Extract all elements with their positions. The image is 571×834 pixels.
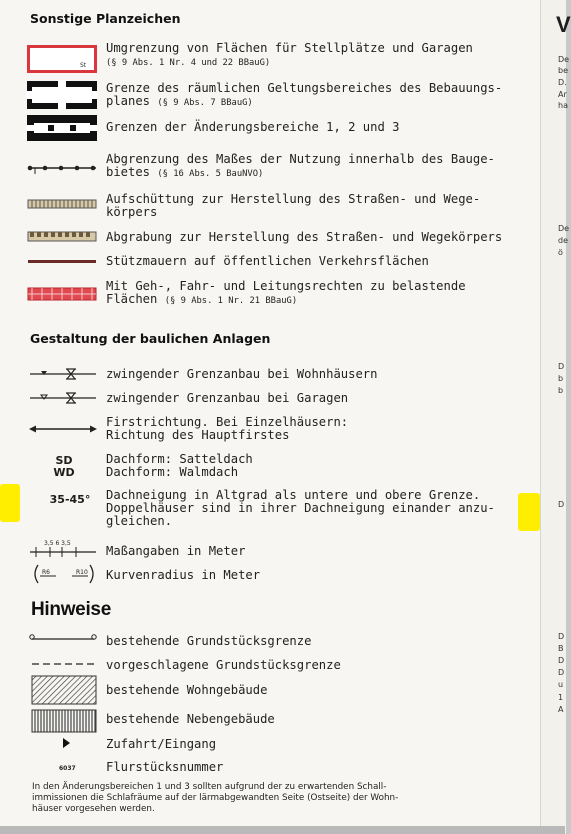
legend-item-label: Flurstücksnummer bbox=[106, 760, 224, 774]
legend-item-label: Mit Geh-, Fahr- und Leitungsrechten zu belastende Flächen bbox=[106, 279, 466, 306]
legend-item-label: Aufschüttung zur Herstellung des Straßen- und Wege- körpers bbox=[106, 192, 481, 219]
legend-item-abgrabung bbox=[106, 231, 502, 244]
adjacent-text-fragment: D bbox=[558, 656, 565, 665]
adjacent-text-fragment: 1 bbox=[558, 693, 564, 702]
legend-item-aenderungsbereiche bbox=[106, 121, 400, 134]
mandatory-boundary-building-garage-symbol bbox=[28, 391, 98, 405]
legend-item-nutzungsgrenze bbox=[106, 153, 495, 181]
legend-item-label: Zufahrt/Eingang bbox=[106, 737, 217, 751]
svg-text:R6: R6 bbox=[42, 569, 50, 576]
adjacent-text-fragment: b bbox=[558, 386, 564, 395]
existing-parcel-boundary-symbol bbox=[28, 632, 98, 644]
highlighter-mark-right bbox=[518, 493, 540, 531]
legend-item-label: Firstrichtung. Bei Einzelhäusern: Richtung des Hauptfirstes bbox=[106, 415, 349, 442]
legend-item-stuetzmauern bbox=[106, 255, 429, 268]
legend-item-label: zwingender Grenzanbau bei Wohnhäusern bbox=[106, 367, 378, 381]
section-heading-hinweise: Hinweise bbox=[31, 599, 111, 620]
legend-item-massangaben bbox=[106, 545, 245, 558]
legend-item-label: Grenze des räumlichen Geltungsbereiches des Bebauungs- planes bbox=[106, 81, 503, 108]
legend-item-reference: (§ 16 Abs. 5 BauNVO) bbox=[157, 169, 264, 179]
legend-item-grenzanbau-garagen bbox=[106, 392, 348, 405]
legend-item-stellplaetze bbox=[106, 42, 473, 70]
legend-item-dachform bbox=[106, 453, 253, 479]
adjacent-text-fragment: D bbox=[558, 500, 565, 509]
adjacent-text-fragment: de bbox=[558, 236, 568, 245]
adjacent-text-fragment: u bbox=[558, 680, 564, 689]
ridge-direction-arrow-icon bbox=[28, 423, 98, 435]
legend-item-label: Stützmauern auf öffentlichen Verkehrsflächen bbox=[106, 254, 429, 268]
retaining-wall-symbol bbox=[27, 258, 97, 266]
adjacent-text-fragment: De bbox=[558, 224, 570, 233]
scan-bottom-edge bbox=[0, 826, 565, 834]
legend-item-label: Maßangaben in Meter bbox=[106, 544, 246, 558]
legend-item-label: bestehende Wohngebäude bbox=[106, 683, 268, 697]
adjacent-text-fragment: Ar bbox=[558, 90, 567, 99]
legend-item-nebengebaeude bbox=[106, 713, 275, 726]
mandatory-boundary-building-house-symbol bbox=[28, 367, 98, 381]
legend-item-label: Dachform: Satteldach Dachform: Walmdach bbox=[106, 452, 253, 479]
adjacent-text-fragment: ö bbox=[558, 248, 563, 257]
proposed-parcel-boundary-symbol bbox=[30, 660, 100, 668]
parking-area-boundary-symbol bbox=[27, 45, 97, 73]
existing-outbuilding-symbol bbox=[31, 709, 97, 733]
legend-item-flurstuecksnummer bbox=[106, 761, 223, 774]
adjacent-text-fragment: D bbox=[558, 668, 565, 677]
highlighter-mark-left bbox=[0, 484, 20, 522]
parcel-number-symbol bbox=[58, 762, 80, 772]
roof-pitch-abbreviation: 35-45° bbox=[49, 493, 91, 506]
legend-item-firstrichtung bbox=[106, 416, 348, 442]
usage-boundary-symbol bbox=[28, 160, 98, 176]
change-area-boundary-symbol bbox=[26, 114, 98, 142]
legend-item-bestehende-grenze bbox=[106, 635, 311, 648]
legend-item-label: Dachneigung in Altgrad als untere und obere Grenze. Doppelhäuser sind in ihrer Dachneigung einander anzu- gleichen. bbox=[106, 488, 495, 528]
legend-item-grenzanbau-wohnhaeuser bbox=[106, 368, 378, 381]
adjacent-text-fragment: B bbox=[558, 644, 564, 653]
adjacent-text-fragment: be bbox=[558, 66, 568, 75]
legend-item-wohngebaeude bbox=[106, 684, 267, 697]
easement-area-symbol bbox=[27, 286, 97, 302]
excavation-symbol bbox=[27, 230, 97, 243]
adjacent-text-fragment: De bbox=[558, 55, 570, 64]
svg-text:6037: 6037 bbox=[59, 765, 76, 772]
legend-item-vorgeschlagene-grenze bbox=[106, 659, 341, 672]
legend-item-kurvenradius bbox=[106, 569, 260, 582]
svg-text:3,5 6 3,5: 3,5 6 3,5 bbox=[44, 540, 71, 547]
adjacent-text-fragment: b bbox=[558, 374, 564, 383]
adjacent-text-fragment: D bbox=[558, 632, 565, 641]
adjacent-page-heading-fragment: V bbox=[556, 12, 571, 37]
legend-item-label: Kurvenradius in Meter bbox=[106, 568, 261, 582]
legend-item-label: vorgeschlagene Grundstücksgrenze bbox=[106, 658, 341, 672]
legend-item-zufahrt bbox=[106, 738, 216, 751]
legend-item-label: zwingender Grenzanbau bei Garagen bbox=[106, 391, 349, 405]
section-heading-gestaltung: Gestaltung der baulichen Anlagen bbox=[30, 331, 271, 346]
adjacent-page-column bbox=[540, 0, 571, 834]
legend-item-leitungsrechte bbox=[106, 280, 466, 308]
existing-residential-building-symbol bbox=[31, 675, 97, 705]
embankment-fill-symbol bbox=[27, 198, 97, 210]
legend-item-label: Umgrenzung von Flächen für Stellplätze und Garagen bbox=[106, 41, 473, 55]
legend-item-label: bestehende Grundstücksgrenze bbox=[106, 634, 312, 648]
adjacent-text-fragment: ha bbox=[558, 101, 568, 110]
svg-text:St: St bbox=[80, 62, 87, 69]
legend-item-label: Abgrenzung des Maßes der Nutzung innerhalb des Bauge- bietes bbox=[106, 152, 495, 179]
dimension-symbol bbox=[28, 538, 98, 560]
section-heading-sonstige: Sonstige Planzeichen bbox=[30, 11, 181, 26]
legend-item-dachneigung bbox=[106, 489, 495, 528]
scope-boundary-symbol bbox=[26, 80, 98, 110]
access-arrow-icon bbox=[62, 737, 72, 749]
roof-form-abbreviation: SD WD bbox=[53, 454, 75, 479]
adjacent-text-fragment: D. bbox=[558, 78, 567, 87]
legend-item-label: bestehende Nebengebäude bbox=[106, 712, 275, 726]
footnote-text: In den Änderungsbereichen 1 und 3 sollten aufgrund der zu erwartenden Schall- immissionen die Schlafräume auf der lärmabgewandten Seite (Ostseite) der Wohn- häuser vorgesehen werden. bbox=[32, 782, 399, 814]
legend-item-reference: (§ 9 Abs. 1 Nr. 21 BBauG) bbox=[164, 296, 298, 306]
adjacent-text-fragment: D bbox=[558, 362, 565, 371]
curve-radius-symbol bbox=[28, 563, 100, 585]
legend-item-reference: (§ 9 Abs. 7 BBauG) bbox=[157, 98, 253, 108]
legend-item-geltungsbereich bbox=[106, 82, 502, 110]
adjacent-text-fragment: A bbox=[558, 705, 564, 714]
legend-item-label: Grenzen der Änderungsbereiche 1, 2 und 3 bbox=[106, 120, 400, 134]
svg-text:R10: R10 bbox=[76, 569, 88, 576]
legend-item-reference: (§ 9 Abs. 1 Nr. 4 und 22 BBauG) bbox=[106, 58, 271, 68]
legend-item-aufschuettung bbox=[106, 193, 480, 219]
legend-item-label: Abgrabung zur Herstellung des Straßen- und Wegekörpers bbox=[106, 230, 503, 244]
